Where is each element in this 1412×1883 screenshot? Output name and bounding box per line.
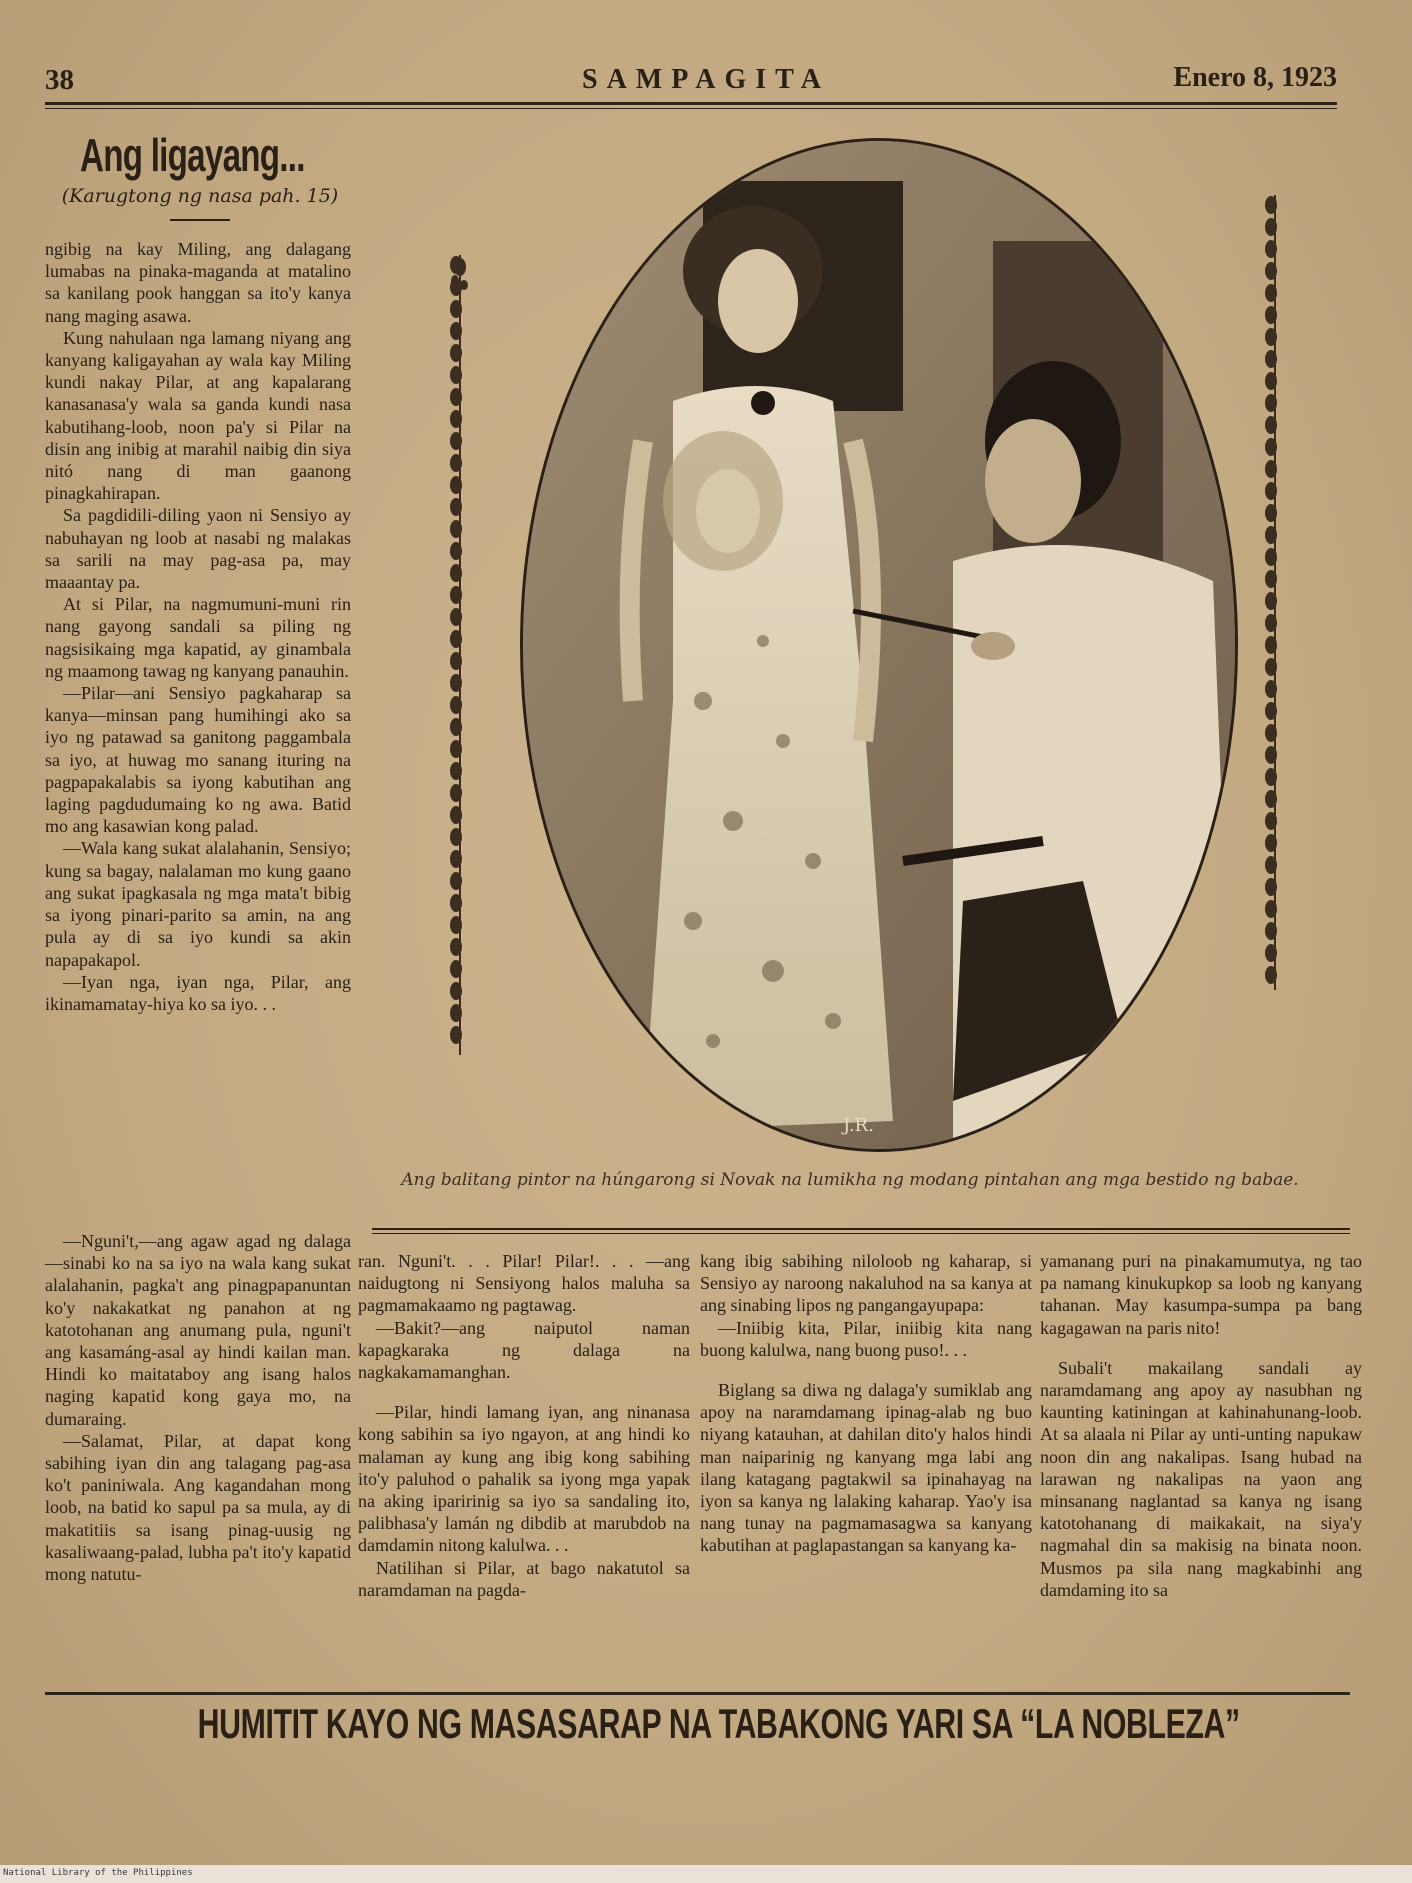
article-column-bottom-3 — [700, 1250, 1032, 1557]
vine-leaf — [450, 608, 462, 626]
paragraph: —Pilar, hindi lamang iyan, ang ninanasa kong sabihin sa iyo ngayon, at ang hindi ko malaman ay kung ang ibig kong sabihing ito'y paluhod o pahalik sa iyong mga yapak na aking iparirinig sa iyo sa sandaling ito, palibhasa'y lamán ng dibdib at marubdob na damdamin nitong kalulwa. . . — [358, 1402, 690, 1556]
vine-leaf — [450, 674, 462, 692]
magazine-title: SAMPAGITA — [582, 64, 830, 95]
vine-leaf — [450, 740, 462, 758]
vine-leaf — [1265, 812, 1277, 830]
caption-rule-thin — [372, 1233, 1350, 1234]
vine-leaf — [1265, 768, 1277, 786]
vine-leaf — [450, 520, 462, 538]
vine-leaf — [1265, 218, 1277, 236]
vine-leaf — [1265, 306, 1277, 324]
vine-leaf — [1265, 504, 1277, 522]
vine-leaf — [450, 828, 462, 846]
article-column-bottom-1 — [45, 1230, 351, 1585]
vine-leaf — [450, 586, 462, 604]
ornament-vine-right-icon — [1262, 195, 1288, 990]
vine-leaf — [1265, 900, 1277, 918]
article-column-bottom-4 — [1040, 1250, 1362, 1601]
vine-leaf — [1265, 526, 1277, 544]
vine-leaf — [1265, 394, 1277, 412]
vine-leaf — [1265, 724, 1277, 742]
vine-leaf — [1265, 460, 1277, 478]
ornament-vine-left-icon — [447, 255, 473, 1055]
vine-leaf — [1265, 834, 1277, 852]
vine-leaf — [1265, 350, 1277, 368]
photo-caption: Ang balitang pintor na húngarong si Novak na lumikha ng modang pintahan ang mga bestido ng babae. — [401, 1170, 1299, 1190]
vine-leaf — [450, 476, 462, 494]
vine-leaf — [450, 366, 462, 384]
paragraph: yamanang puri na pinakamumutya, ng tao pa namang kinukupkop sa loob ng kanyang tahanan. May kasumpa-sumpa pa bang kagagawan na paris nito! — [1040, 1251, 1362, 1338]
article-headline: Ang ligayang... — [80, 129, 305, 181]
paragraph: —Iniibig kita, Pilar, iniibig kita nang buong kalulwa, nang buong puso!. . . — [700, 1317, 1032, 1360]
vine-leaf — [1265, 790, 1277, 808]
vine-leaf — [450, 454, 462, 472]
paragraph: Biglang sa diwa ng dalaga'y sumiklab ang apoy na naramdamang ipinag-alab ng buo niyang katauhan, at dahilan dito'y halos hindi man naiparinig ng kanyang mga labi ang ilang katagang pagtakwil sa ipinahayag na iyon sa kanya ng lalaking kaharap. Yao'y isa nang tunay na pagmamasagwa sa kanyang kabutihan at paglapastangan sa kanyang ka- — [700, 1380, 1032, 1556]
vine-leaf — [1265, 570, 1277, 588]
paragraph: —Bakit?—ang naiputol naman kapagkaraka ng dalaga na nagkakamamanghan. — [358, 1317, 690, 1383]
vine-leaf — [1265, 416, 1277, 434]
header-rule — [45, 102, 1337, 105]
vine-leaf — [450, 322, 462, 340]
vine-leaf — [1265, 944, 1277, 962]
vine-leaf — [1265, 702, 1277, 720]
vine-leaf — [450, 784, 462, 802]
vine-leaf — [1265, 592, 1277, 610]
paragraph: ngibig na kay Miling, ang dalagang lumabas na pinaka-maganda at matalino sa kanilang pook hanggan sa ito'y kanya nang maging asawa. — [45, 239, 351, 326]
vine-leaf — [450, 1004, 462, 1022]
vine-leaf — [450, 916, 462, 934]
vine-leaf — [450, 344, 462, 362]
issue-date: Enero 8, 1923 — [1173, 62, 1337, 93]
vine-leaf — [1265, 284, 1277, 302]
footer-rule — [45, 1692, 1350, 1695]
vine-leaf — [1265, 548, 1277, 566]
vine-leaf — [450, 256, 462, 274]
vine-leaf — [450, 278, 462, 296]
illustration-photo — [520, 138, 1238, 1152]
paragraph: —Salamat, Pilar, at dapat kong sabihing iyan din ang talagang pag-asa ko't paniniwala. Ang kagandahan mong loob, na batid ko sapul pa sa mula, ay di makatitiis sa isang pinag-uusig ng kasaliwaang-palad, lubha pa't ito'y kapatid mong natutu- — [45, 1430, 351, 1585]
caption-rule — [372, 1228, 1350, 1230]
paragraph: kang ibig sabihing niloloob ng kaharap, si Sensiyo ay naroong nakaluhod na sa kanya at ang sinabing lipos ng pangangayupapa: — [700, 1251, 1032, 1316]
vine-leaf — [450, 542, 462, 560]
vine-leaf — [450, 1026, 462, 1044]
photo-signature: J.R. — [843, 1115, 874, 1136]
article-column-bottom-2 — [358, 1250, 690, 1601]
paragraph: —Iyan nga, iyan nga, Pilar, ang ikinamamatay-hiya ko sa iyo. . . — [45, 971, 351, 1014]
vine-leaf — [450, 630, 462, 648]
paragraph: Natilihan si Pilar, at bago nakatutol sa naramdaman na pagda- — [358, 1557, 690, 1600]
paragraph: At si Pilar, na nagmumuni-muni rin nang gayong sandali sa piling ng nagsisikaing mga kapatid, ay ginambala ng maamong tawag ng kanyang panauhin. — [45, 594, 351, 681]
vine-leaf — [1265, 636, 1277, 654]
vine-leaf — [1265, 922, 1277, 940]
headline-rule — [170, 219, 230, 221]
vine-leaf — [1265, 614, 1277, 632]
header-rule-thin — [45, 108, 1337, 109]
vine-leaf — [450, 762, 462, 780]
vine-leaf — [450, 652, 462, 670]
paragraph: —Pilar—ani Sensiyo pagkaharap sa kanya—minsan pang humihingi ako sa iyo ng patawad sa ganitong paggambala sa iyo, at huwag mo sanang ituring na pagpapakalabis sa iyong kabutihan ang laging pagdudumaing ko ng awa. Batid mo ang kasawian kong palad. — [45, 683, 351, 837]
vine-leaf — [1265, 680, 1277, 698]
paragraph: —Wala kang sukat alalahanin, Sensiyo; kung sa bagay, nalalaman mo kung gaano ang sukat ipagkasala ng mga mata't bibig sa iyong pinari-parito sa amin, na ang pula ay di sa iyo kundi sa akin napapakapol. — [45, 838, 351, 970]
vine-leaf — [450, 872, 462, 890]
vine-leaf — [1265, 372, 1277, 390]
paragraph: ran. Nguni't. . . Pilar! Pilar!. . . —ang naidugtong ni Sensiyong halos maluha sa pagmamakaamo ng pagtawag. — [358, 1251, 690, 1316]
vine-leaf — [1265, 240, 1277, 258]
vine-leaf — [450, 564, 462, 582]
vine-leaf — [450, 806, 462, 824]
vine-leaf — [1265, 966, 1277, 984]
paragraph: Kung nahulaan nga lamang niyang ang kanyang kaligayahan ay wala kay Miling kundi nakay Pilar, at ang kapalarang kanasanasa'y wala sa ganda kundi nasa kabutihang-loob, noon pa'y si Pilar na disin ang inibig at marahil naibig din siya nitó nang di man gaanong pinagkahirapan. — [45, 327, 351, 504]
vine-leaf — [1265, 746, 1277, 764]
vine-leaf — [1265, 482, 1277, 500]
vine-leaf — [450, 938, 462, 956]
vine-leaf — [1265, 878, 1277, 896]
vine-leaf — [450, 960, 462, 978]
vine-leaf — [1265, 262, 1277, 280]
vine-leaf — [1265, 658, 1277, 676]
vine-leaf — [1265, 328, 1277, 346]
article-column-left — [45, 238, 351, 1015]
vine-leaf — [1265, 196, 1277, 214]
vine-leaf — [450, 300, 462, 318]
vine-leaf — [1265, 438, 1277, 456]
tobacco-advertisement: HUMITIT KAYO NG MASASARAP NA TABAKONG YARI SA “LA NOBLEZA” — [197, 1700, 1240, 1747]
continuation-note: (Karugtong ng nasa pah. 15) — [61, 185, 339, 207]
vine-leaf — [1265, 856, 1277, 874]
vine-leaf — [450, 894, 462, 912]
painter-photo — [523, 141, 1235, 1149]
vine-leaf — [450, 696, 462, 714]
vine-leaf — [450, 850, 462, 868]
paragraph: Sa pagdidili-diling yaon ni Sensiyo ay nabuhayan ng loob at nasabi ng malakas sa sarili na may pag-asa pa, may maaantay pa. — [45, 505, 351, 593]
vine-leaf — [450, 410, 462, 428]
scan-bottom-strip — [0, 1865, 1412, 1883]
vine-leaf — [450, 498, 462, 516]
paragraph: —Nguni't,—ang agaw agad ng dalaga—sinabi ko na sa iyo na wala kang sukat alalahanin, pagka't ang pinagpapanuntan ko'y nakakatkat ng panahon at ng katotohanan ang anumang pula, nguni't ang kasamáng-asal ay hindi kailan man. Hindi ko maitataboy ang isang halos naging kapatid kong gaya mo, na dumaraing. — [45, 1231, 351, 1429]
vine-leaf — [450, 718, 462, 736]
page-number: 38 — [45, 64, 74, 96]
vine-leaf — [450, 432, 462, 450]
library-credit: National Library of the Philippines — [3, 1868, 193, 1878]
paragraph: Subali't makailang sandali ay naramdamang ang apoy ay nasubhan ng kaunting katiningan at kahinahunang-loob. At sa alaala ni Pilar ay unti-unting napukaw noon din ang nakalipas. Isang hubad na larawan ng nakalipas na yaon ang minsanang naglantad sa kanya ng isang katotohanang di maikakait, na siya'y nagmahal din sa makisig na binata noon. Musmos pa sila nang magkabinhi ang damdaming ito sa — [1040, 1357, 1362, 1600]
vine-leaf — [450, 388, 462, 406]
vine-leaf — [450, 982, 462, 1000]
